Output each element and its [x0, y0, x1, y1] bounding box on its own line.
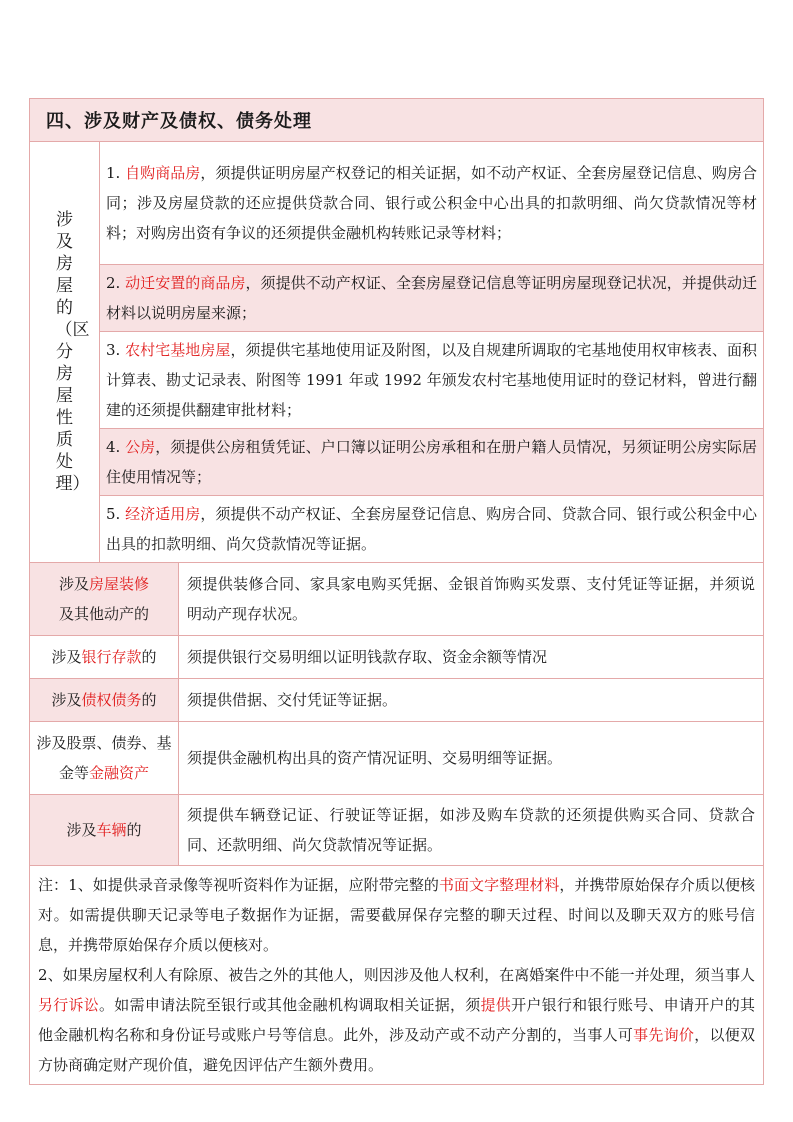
house-item-1: 1. 自购商品房，须提供证明房屋产权登记的相关证据，如不动产权证、全套房屋登记信息、购房合同；涉及房屋贷款的还应提供贷款合同、银行或公积金中心出具的扣款明细、尚欠贷款情况等材料；对购房出资有争议的还须提供金融机构转账记录等材料；	[100, 142, 764, 265]
house-item-key: 经济适用房	[125, 505, 201, 523]
row-label-financial: 涉及股票、债券、基金等金融资产	[30, 722, 179, 795]
house-item-2: 2. 动迁安置的商品房，须提供不动产权证、全套房屋登记信息等证明房屋现登记状况，并提供动迁材料以说明房屋来源；	[100, 265, 764, 332]
row-label-debt: 涉及债权债务的	[30, 679, 179, 722]
row-content-vehicle: 须提供车辆登记证、行驶证等证据，如涉及购车贷款的还须提供购买合同、贷款合同、还款明细、尚欠贷款情况等证据。	[179, 795, 764, 866]
house-label-cell	[30, 142, 100, 563]
row-label-decoration: 涉及房屋装修 及其他动产的	[30, 563, 179, 636]
note-1: 注：1、如提供录音录像等视听资料作为证据，应附带完整的书面文字整理材料，并携带原始保存介质以便核对。如需提供聊天记录等电子数据作为证据，需要截屏保存完整的聊天过程、时间以及聊天双方的账号信息，并携带原始保存介质以便核对。	[38, 876, 756, 954]
row-content-financial: 须提供金融机构出具的资产情况证明、交易明细等证据。	[179, 722, 764, 795]
row-content-debt: 须提供借据、交付凭证等证据。	[179, 679, 764, 722]
notes-cell	[30, 866, 764, 1085]
house-label: 涉及房屋的（区分房屋性质处理）	[55, 210, 90, 494]
house-item-key: 农村宅基地房屋	[125, 341, 231, 359]
section-title: 四、涉及财产及债权、债务处理	[46, 111, 312, 132]
note-2: 2、如果房屋权利人有除原、被告之外的其他人，则因涉及他人权利，在离婚案件中不能一并处理，须当事人另行诉讼。如需申请法院至银行或其他金融机构调取相关证据，须提供开户银行和银行账号、申请开户的其他金融机构名称和身份证号或账户号等信息。此外，涉及动产或不动产分割的，当事人可事先询价，以便双方协商确定财产现价值，避免因评估产生额外费用。	[38, 966, 756, 1074]
house-item-3: 3. 农村宅基地房屋，须提供宅基地使用证及附图，以及自规建所调取的宅基地使用权审核表、面积计算表、勘丈记录表、附图等 1991 年或 1992 年颁发农村宅基地使用证时的登记材料，曾进行翻建的还须提供翻建审批材料；	[100, 332, 764, 429]
section-header	[30, 99, 764, 142]
row-content-decoration: 须提供装修合同、家具家电购买凭据、金银首饰购买发票、支付凭证等证据，并须说明动产现存状况。	[179, 563, 764, 636]
row-content-deposit: 须提供银行交易明细以证明钱款存取、资金余额等情况	[179, 636, 764, 679]
house-item-key: 动迁安置的商品房	[125, 274, 246, 292]
house-item-4: 4. 公房，须提供公房租赁凭证、户口簿以证明公房承租和在册户籍人员情况，另须证明公房实际居住使用情况等；	[100, 429, 764, 496]
house-item-key: 公房	[125, 438, 156, 456]
house-item-5: 5. 经济适用房，须提供不动产权证、全套房屋登记信息、购房合同、贷款合同、银行或公积金中心出具的扣款明细、尚欠贷款情况等证据。	[100, 496, 764, 563]
house-item-key: 自购商品房	[125, 164, 201, 182]
row-label-deposit: 涉及银行存款的	[30, 636, 179, 679]
row-label-vehicle: 涉及车辆的	[30, 795, 179, 866]
property-table	[29, 98, 764, 1085]
